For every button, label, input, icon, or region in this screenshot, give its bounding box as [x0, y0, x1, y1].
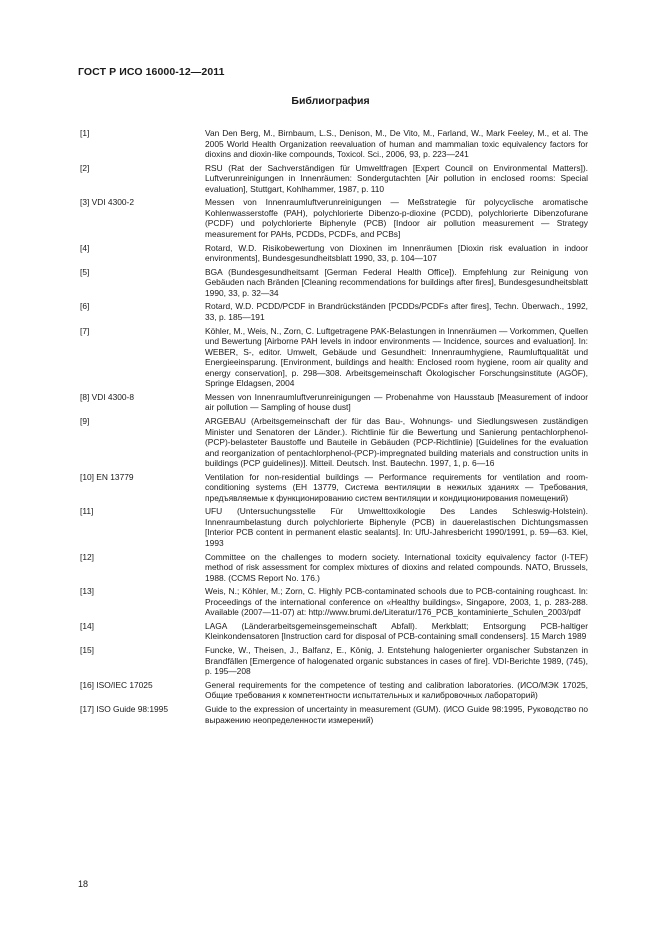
- reference-text: Van Den Berg, M., Birnbaum, L.S., Denison, M., De Vito, M., Farland, W., Mark Feeley, M., et al. The 2005 World Health Organization reevaluation of human and mammalian toxic equivalency factors for dioxins and dioxin-like compounds, Toxicol. Sci., 2006, 93, p. 223—241: [205, 128, 588, 159]
- reference-id: [13]: [80, 586, 94, 597]
- page-title: Библиография: [291, 95, 370, 107]
- reference-id: [8] VDI 4300-8: [80, 391, 135, 402]
- reference-text: BGA (Bundesgesundheitsamt [German Federal Health Office]). Empfehlung zur Reinigung von Gebäuden nach Bränden [Cleaning recommendations for buildings after fires], Bundesgesundheitsblatt 1990, 33, p. 32—34: [205, 266, 588, 298]
- reference-text: Committee on the challenges to modern society. International toxicity equivalency factor (I-TEF) method of risk assessment for complex mixtures of dioxins and related compounds. NATO, Brussels, 1988. (CCMS Report No. 176.): [205, 551, 588, 583]
- reference-item: [80, 704, 588, 725]
- reference-item: [80, 267, 588, 299]
- reference-item: [80, 163, 588, 195]
- reference-item: [80, 326, 588, 389]
- reference-text: Köhler, M., Weis, N., Zorn, C. Luftgetragene PAK-Belastungen in Innenräumen — Vorkommen, Quellen und Bewertung [Airborne PAH levels in indoor environments — Incidence, sources and evaluation]. In: WEBER, S-, editor. Umwelt, Gebäude und Gesundheit: Innenraumhygiene, Raumluftqualität und Energieeinsparung. [Environment, buildings and health: Enclosed room hygiene, room air quality and energy conservation], p. 298—308. Arbeitsgemeinschaft Ökologischer Forschungsinstitute (AGÖF), Springe Eldagsen, 2004: [205, 325, 588, 389]
- reference-item: [80, 586, 588, 618]
- reference-item: [80, 645, 588, 677]
- reference-text: LAGA (Länderarbeitsgemeinsgemeinschaft Abfall). Merkblatt; Entsorgung PCB-haltiger Kleinkondensatoren [Instruction card for disposal of PCB-containing small condensers]. 15 March 1989: [205, 620, 588, 642]
- reference-id: [15]: [80, 645, 94, 656]
- standard-header: ГОСТ Р ИСО 16000-12—2011: [78, 66, 225, 78]
- reference-id: [1]: [80, 128, 90, 138]
- reference-item: [80, 128, 588, 160]
- reference-item: [80, 243, 588, 264]
- reference-text: General requirements for the competence of testing and calibration laboratories. (ИСО/МЭК 17025, Общие требования к компетентности испытательных и калибровочных лабораторий): [205, 679, 588, 701]
- reference-id: [6]: [80, 301, 90, 312]
- reference-id: [7]: [80, 325, 90, 336]
- reference-text: RSU (Rat der Sachverständigen für Umweltfragen [Expert Council on Environmental Matters]). Luftverunreinigungen in Innenräumen: Sondergutachten [Air pollution in enclosed rooms: Special evaluation], Stuttgart, Kohlhammer, 1987, p. 110: [205, 162, 588, 194]
- reference-id: [4]: [80, 242, 90, 253]
- reference-text: Rotard, W.D. PCDD/PCDF in Brandrückständen [PCDDs/PCDFs after fires], Techn. Überwach., 1992, 33, p. 185—191: [205, 301, 588, 322]
- reference-text: Rotard, W.D. Risikobewertung von Dioxinen im Innenräumen [Dioxin risk evaluation in indoor environments], Bundesgesundheitsblatt 1990, 33, p. 104—107: [205, 242, 588, 264]
- reference-item: [80, 680, 588, 701]
- reference-text: Weis, N.; Köhler, M.; Zorn, C. Highly PCB-contaminated schools due to PCB-containing roughcast. In: Proceedings of the international conference on «Healthy buildings», Singapore, 2003, 1, p. 283-288. Available (2007—11-07) at: http://www.brumi.de/Literatur/176_PCB_kontaminierte_Schulen_2003/pdf: [205, 586, 588, 618]
- reference-text: Guide to the expression of uncertainty in measurement (GUM). (ИСО Guide 98:1995, Руководство по выражению неопределенности измерений): [205, 704, 588, 725]
- reference-text: ARGEBAU (Arbeitsgemeinschaft der für das Bau-, Wohnungs- und Siedlungswesen zuständigen Minister und Senatoren der Länder.). Richtlinie für die Bewertung und Sanierung pentachlorphenol-(PCP)-belasteter Baustoffe und Bauteile in Gebäuden (PCP-Richtlinie) [Guidelines for the evaluation and reorganization of pentachlorphenol-(PCP)-impregnated building materials and construction units in buildings (PCP guidelines)]. Mitteil. Deutsch. Inst. Bautechn. 1997, 1, p. 6—16: [205, 416, 588, 468]
- reference-id: [9]: [80, 416, 90, 426]
- reference-item: [80, 552, 588, 584]
- reference-text: Messen von Innenraumluftverunreinigungen — Probenahme von Hausstaub [Measurement of indoor air pollution — Sampling of house dust]: [205, 391, 588, 413]
- reference-id: [2]: [80, 162, 90, 173]
- reference-text: Messen von Innenraumluftverunreinigungen — Meßstrategie für polycyclische aromatische Kohlenwasserstoffe (PAH), polychlorierte Dibenzo-p-dioxine (PCDD), polychlorierte Dibenzofurane (PCDF) und polychlorierte Biphenyle (PCB) [Indoor air pollution measurement — Strategy measurement for PAHs, PCDDs, PCDFs, and PCBs]: [205, 197, 588, 239]
- reference-item: [80, 506, 588, 548]
- reference-id: [12]: [80, 551, 94, 562]
- bibliography-list: [80, 128, 588, 728]
- reference-id: [5]: [80, 266, 90, 277]
- reference-text: UFU (Untersuchungsstelle Für Umwelttoxikologie Des Landes Schleswig-Holstein). Innenraumbelastung durch polychlorierte Biphenyle (PCB) in dauerelastischen Dichtungsmassen [Interior PCB content in permanent elastic sealants]. In: UfU-Jahresbericht 1990/1991, p. 59—63. Kiel, 1993: [205, 506, 588, 548]
- reference-item: [80, 392, 588, 413]
- reference-id: [3] VDI 4300-2: [80, 197, 135, 208]
- reference-id: [10] EN 13779: [80, 471, 134, 482]
- reference-id: [16] ISO/IEC 17025: [80, 679, 153, 690]
- reference-item: [80, 197, 588, 239]
- reference-item: [80, 621, 588, 642]
- page-number: 18: [78, 879, 89, 889]
- reference-id: [14]: [80, 620, 94, 631]
- reference-item: [80, 472, 588, 504]
- reference-id: [17] ISO Guide 98:1995: [80, 704, 168, 714]
- reference-id: [11]: [80, 506, 94, 517]
- reference-text: Ventilation for non-residential buildings — Performance requirements for ventilation and room-conditioning systems (EH 13779, Система вентиляции в нежилых зданиях — Требования, предъявляемые к функционированию систем вентиляции и кондиционирования помещений): [205, 471, 588, 503]
- reference-text: Funcke, W., Theisen, J., Balfanz, E., König, J. Entstehung halogenierter organischer Substanzen in Brandfällen [Emergence of halogenated organic substances in cases of fire]. VDI-Berichte 1989, (745), p. 195—208: [205, 645, 588, 677]
- reference-item: [80, 416, 588, 469]
- reference-item: [80, 301, 588, 322]
